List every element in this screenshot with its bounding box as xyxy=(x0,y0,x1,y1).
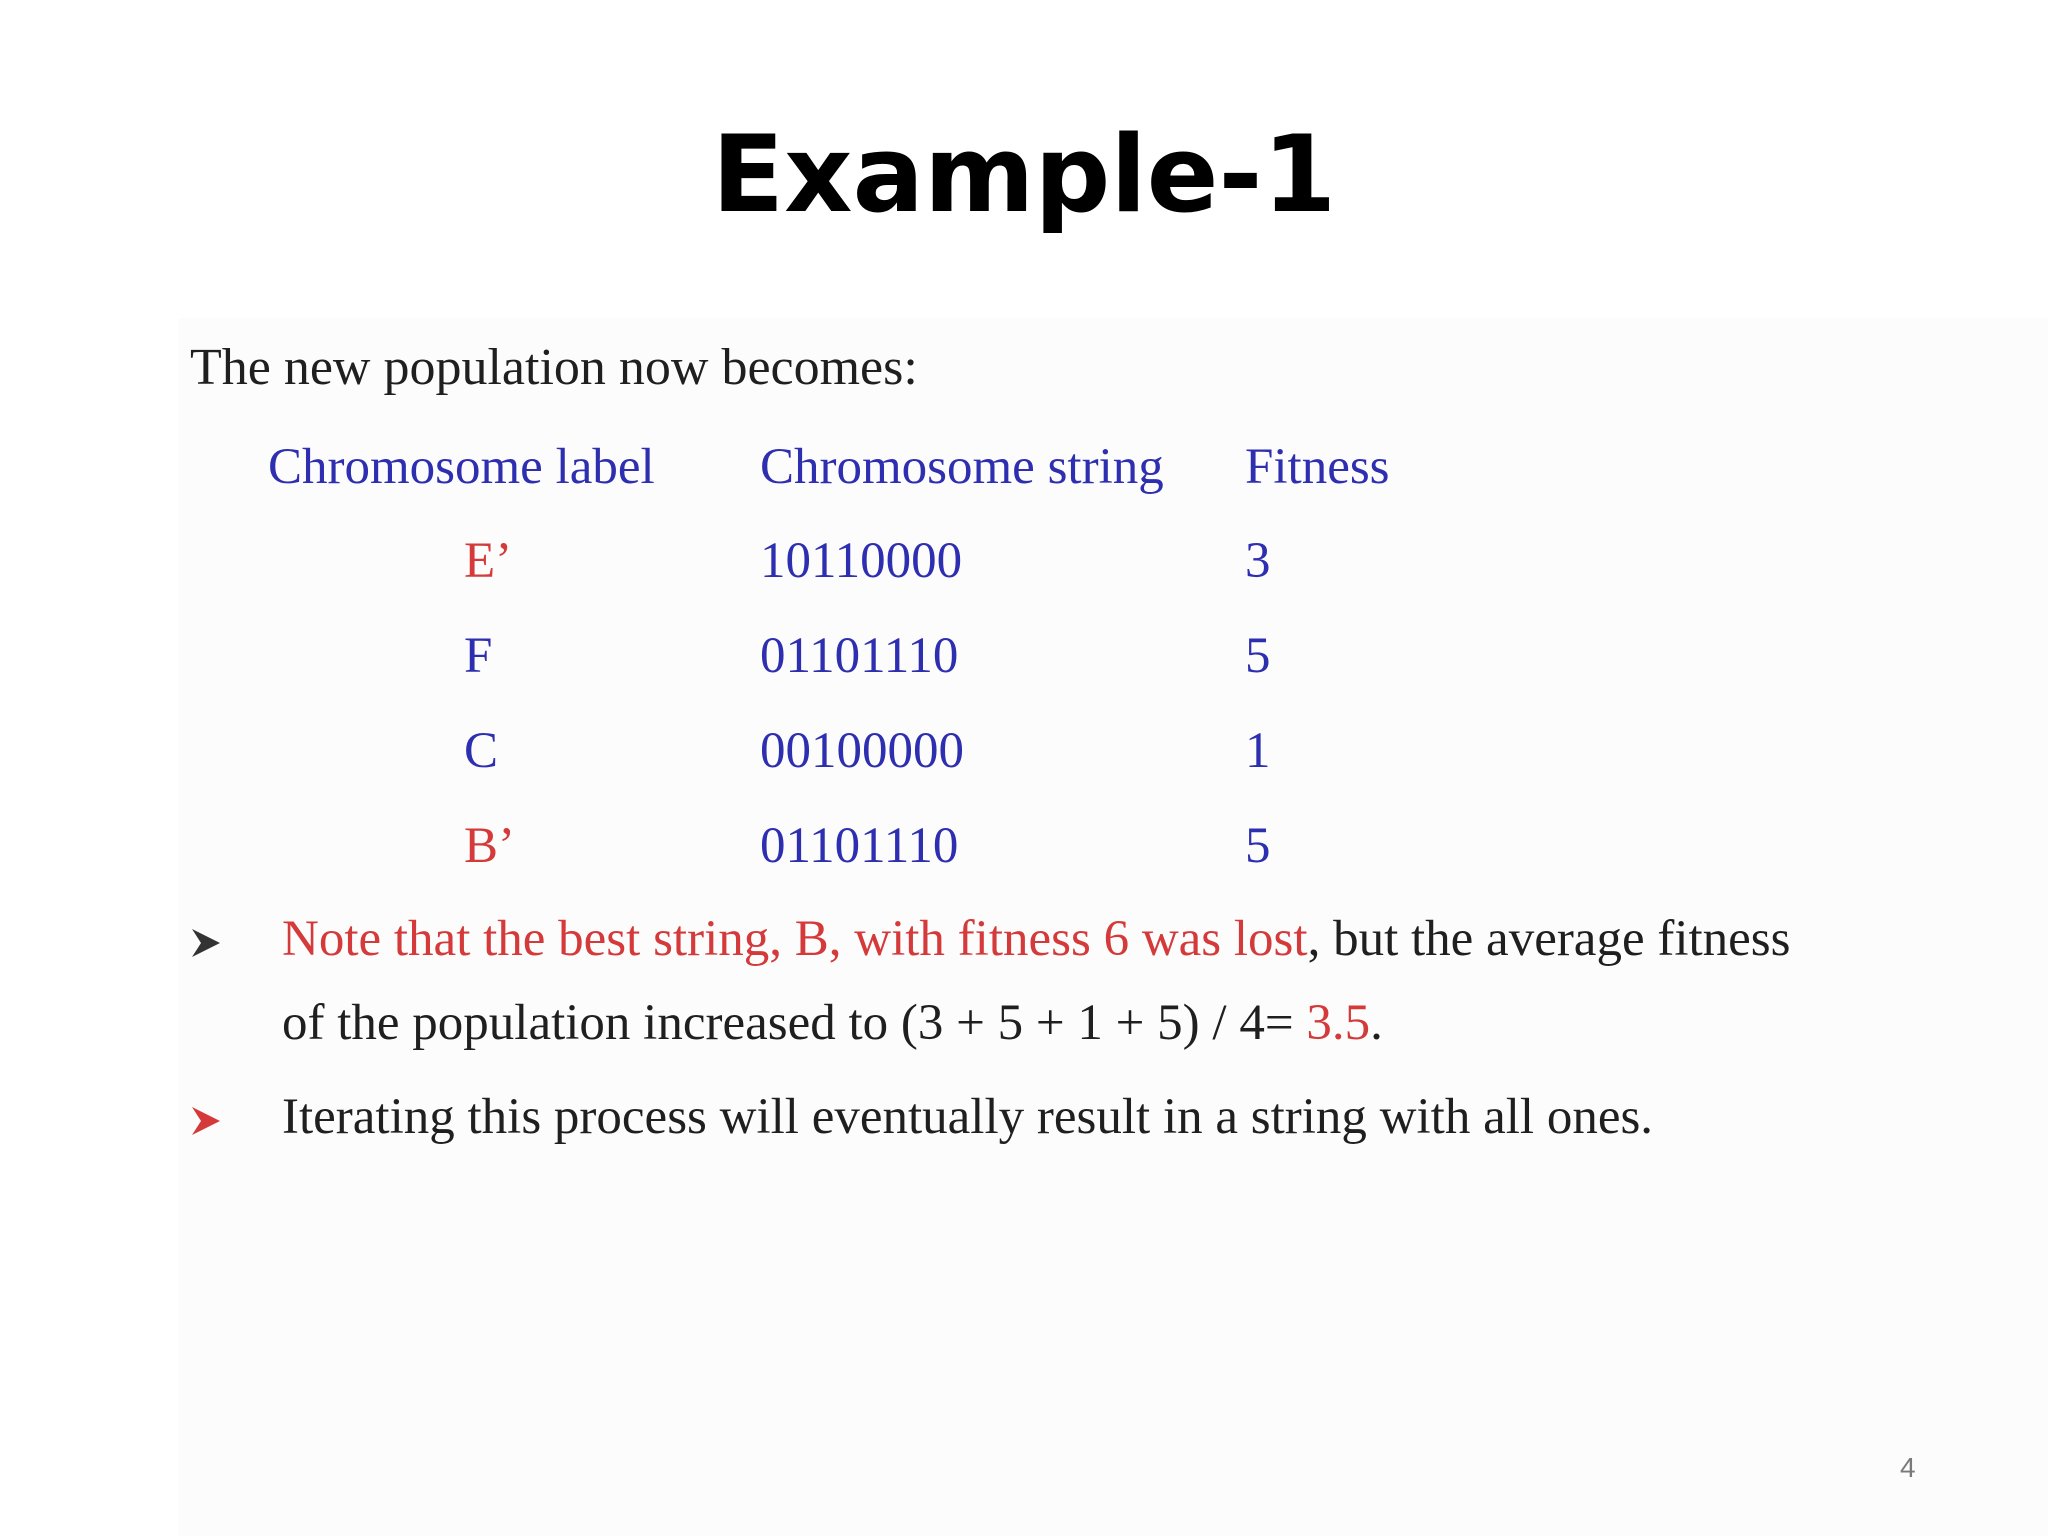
row-string: 00100000 xyxy=(760,723,964,779)
row-string: 10110000 xyxy=(760,533,963,589)
page-number: 4 xyxy=(1900,1452,1916,1483)
row-string: 01101110 xyxy=(760,818,959,874)
slide-title: Example-1 xyxy=(711,113,1337,236)
bullet-1-formula: of the population increased to (3 + 5 + 1 + 5) / 4= xyxy=(282,995,1307,1051)
bullet-2-line-1 xyxy=(282,1089,1654,1145)
row-label: C xyxy=(464,723,499,779)
row-fitness: 3 xyxy=(1245,533,1271,589)
header-chromosome-string: Chromosome string xyxy=(760,439,1164,495)
arrowhead-bullet-icon xyxy=(190,926,222,960)
intro-text: The new population now becomes: xyxy=(190,339,918,396)
row-label: B’ xyxy=(464,818,515,874)
bullet-1-highlight: Note that the best string, B, with fitness 6 was lost xyxy=(282,911,1308,967)
bullet-1-period: . xyxy=(1370,995,1383,1051)
bullet-2-text: Iterating this process will eventually result in a string with all ones. xyxy=(282,1089,1654,1145)
row-string: 01101110 xyxy=(760,628,959,684)
header-chromosome-label: Chromosome label xyxy=(268,439,655,495)
bullet-1-line-2 xyxy=(282,995,1383,1051)
row-fitness: 5 xyxy=(1245,818,1271,874)
header-fitness: Fitness xyxy=(1245,439,1390,495)
row-fitness: 1 xyxy=(1245,723,1271,779)
row-label: E’ xyxy=(464,533,513,589)
bullet-1-text: , but the average fitness xyxy=(1307,911,1791,967)
arrowhead-bullet-icon xyxy=(190,1104,222,1138)
bullet-1-line-1 xyxy=(282,911,1791,967)
row-label: F xyxy=(464,628,493,684)
row-fitness: 5 xyxy=(1245,628,1271,684)
bullet-1-result: 3.5 xyxy=(1306,995,1371,1051)
